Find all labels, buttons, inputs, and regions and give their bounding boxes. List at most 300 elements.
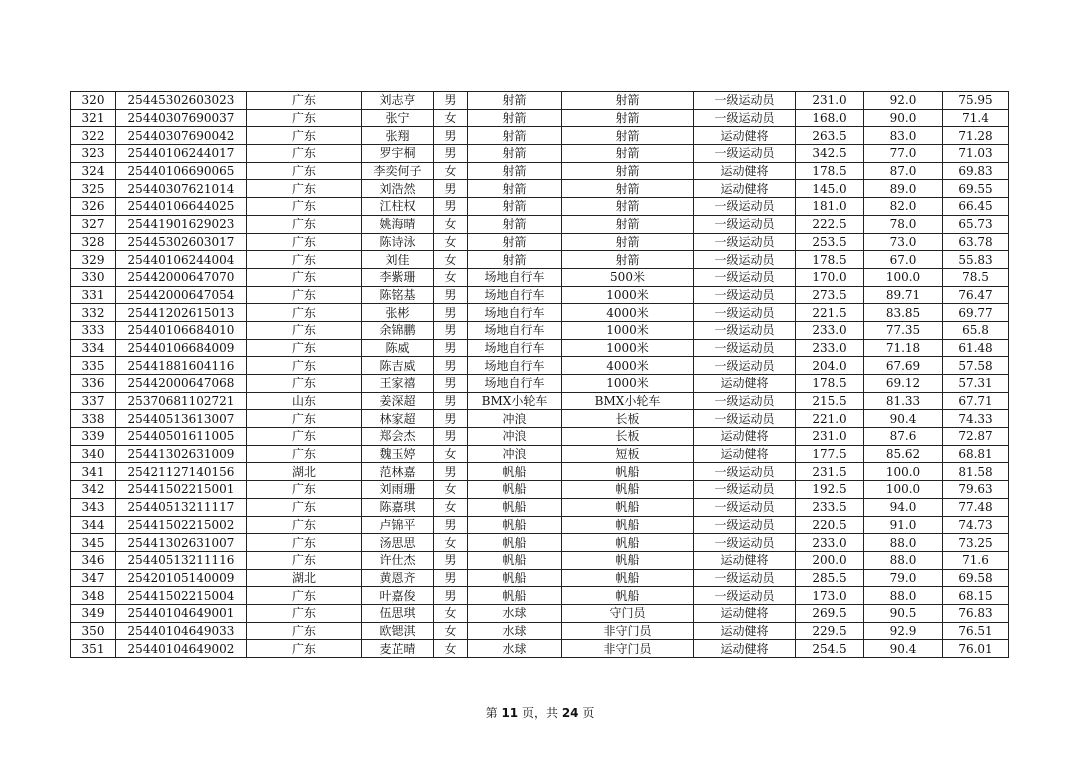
cell-event: 非守门员 <box>562 622 694 640</box>
cell-score-a: 233.5 <box>796 498 864 516</box>
cell-athlete-name: 陈威 <box>362 339 434 357</box>
cell-athlete-name: 姚海晴 <box>362 215 434 233</box>
cell-sport: 射箭 <box>468 215 562 233</box>
cell-row-number: 347 <box>71 569 116 587</box>
cell-row-number: 331 <box>71 286 116 304</box>
cell-gender: 女 <box>434 445 468 463</box>
table-body <box>71 92 1009 658</box>
cell-province: 湖北 <box>247 569 362 587</box>
cell-sport: 帆船 <box>468 516 562 534</box>
cell-sport: 射箭 <box>468 198 562 216</box>
cell-row-number: 336 <box>71 375 116 393</box>
cell-registration-id: 25441901629023 <box>116 215 247 233</box>
cell-level: 一级运动员 <box>694 92 796 110</box>
cell-event: 守门员 <box>562 604 694 622</box>
cell-province: 广东 <box>247 162 362 180</box>
cell-score-b: 88.0 <box>864 587 943 605</box>
cell-sport: BMX小轮车 <box>468 392 562 410</box>
cell-gender: 男 <box>434 516 468 534</box>
cell-total-score: 71.28 <box>943 127 1009 145</box>
cell-event: 射箭 <box>562 92 694 110</box>
cell-row-number: 325 <box>71 180 116 198</box>
cell-province: 广东 <box>247 92 362 110</box>
cell-level: 运动健将 <box>694 162 796 180</box>
cell-athlete-name: 卢锦平 <box>362 516 434 534</box>
cell-level: 一级运动员 <box>694 498 796 516</box>
cell-sport: 射箭 <box>468 180 562 198</box>
cell-score-a: 342.5 <box>796 145 864 163</box>
cell-score-b: 87.6 <box>864 428 943 446</box>
cell-row-number: 323 <box>71 145 116 163</box>
cell-score-a: 178.5 <box>796 162 864 180</box>
cell-score-a: 181.0 <box>796 198 864 216</box>
total-pages-number: 24 <box>561 706 579 720</box>
cell-gender: 男 <box>434 321 468 339</box>
cell-registration-id: 25420105140009 <box>116 569 247 587</box>
cell-row-number: 346 <box>71 551 116 569</box>
cell-level: 一级运动员 <box>694 516 796 534</box>
cell-gender: 男 <box>434 92 468 110</box>
cell-row-number: 334 <box>71 339 116 357</box>
cell-gender: 男 <box>434 569 468 587</box>
cell-event: 4000米 <box>562 357 694 375</box>
cell-score-a: 220.5 <box>796 516 864 534</box>
cell-province: 广东 <box>247 357 362 375</box>
cell-score-b: 67.0 <box>864 251 943 269</box>
cell-score-a: 269.5 <box>796 604 864 622</box>
table-row <box>71 233 1009 251</box>
cell-athlete-name: 余锦鹏 <box>362 321 434 339</box>
cell-gender: 男 <box>434 145 468 163</box>
cell-total-score: 71.6 <box>943 551 1009 569</box>
cell-event: 射箭 <box>562 180 694 198</box>
cell-level: 一级运动员 <box>694 198 796 216</box>
table-row <box>71 357 1009 375</box>
table-row <box>71 251 1009 269</box>
page-footer <box>0 704 1080 721</box>
cell-sport: 射箭 <box>468 251 562 269</box>
cell-registration-id: 25441302631007 <box>116 534 247 552</box>
table-row <box>71 551 1009 569</box>
cell-province: 广东 <box>247 304 362 322</box>
cell-score-a: 285.5 <box>796 569 864 587</box>
cell-event: 短板 <box>562 445 694 463</box>
footer-middle: 页，共 <box>521 706 558 720</box>
cell-score-b: 92.9 <box>864 622 943 640</box>
cell-gender: 男 <box>434 357 468 375</box>
athlete-table <box>70 91 1009 658</box>
footer-prefix: 第 <box>485 706 498 720</box>
cell-score-a: 233.0 <box>796 339 864 357</box>
cell-total-score: 71.03 <box>943 145 1009 163</box>
cell-row-number: 329 <box>71 251 116 269</box>
cell-registration-id: 25442000647068 <box>116 375 247 393</box>
cell-sport: 场地自行车 <box>468 375 562 393</box>
cell-row-number: 343 <box>71 498 116 516</box>
cell-registration-id: 25440307621014 <box>116 180 247 198</box>
cell-province: 广东 <box>247 339 362 357</box>
cell-province: 广东 <box>247 410 362 428</box>
cell-score-b: 90.4 <box>864 640 943 658</box>
cell-event: 射箭 <box>562 127 694 145</box>
cell-score-b: 92.0 <box>864 92 943 110</box>
cell-total-score: 76.51 <box>943 622 1009 640</box>
cell-athlete-name: 许仕杰 <box>362 551 434 569</box>
cell-registration-id: 25440106644025 <box>116 198 247 216</box>
cell-event: 1000米 <box>562 375 694 393</box>
cell-gender: 男 <box>434 180 468 198</box>
table-row <box>71 498 1009 516</box>
cell-gender: 女 <box>434 233 468 251</box>
cell-score-b: 78.0 <box>864 215 943 233</box>
cell-score-a: 231.0 <box>796 428 864 446</box>
table-row <box>71 127 1009 145</box>
cell-athlete-name: 李奕何子 <box>362 162 434 180</box>
cell-level: 一级运动员 <box>694 286 796 304</box>
cell-score-a: 192.5 <box>796 481 864 499</box>
cell-registration-id: 25440513211117 <box>116 498 247 516</box>
cell-province: 广东 <box>247 233 362 251</box>
table-row <box>71 587 1009 605</box>
cell-province: 广东 <box>247 481 362 499</box>
cell-score-b: 85.62 <box>864 445 943 463</box>
cell-gender: 男 <box>434 587 468 605</box>
cell-row-number: 326 <box>71 198 116 216</box>
cell-level: 运动健将 <box>694 375 796 393</box>
cell-score-a: 215.5 <box>796 392 864 410</box>
cell-event: BMX小轮车 <box>562 392 694 410</box>
cell-event: 帆船 <box>562 587 694 605</box>
cell-gender: 女 <box>434 268 468 286</box>
cell-level: 一级运动员 <box>694 215 796 233</box>
cell-score-a: 254.5 <box>796 640 864 658</box>
cell-event: 500米 <box>562 268 694 286</box>
cell-athlete-name: 黄恩齐 <box>362 569 434 587</box>
cell-province: 广东 <box>247 180 362 198</box>
cell-gender: 男 <box>434 551 468 569</box>
cell-level: 一级运动员 <box>694 481 796 499</box>
cell-province: 广东 <box>247 145 362 163</box>
cell-sport: 场地自行车 <box>468 339 562 357</box>
cell-total-score: 81.58 <box>943 463 1009 481</box>
cell-sport: 场地自行车 <box>468 357 562 375</box>
cell-gender: 女 <box>434 604 468 622</box>
cell-row-number: 337 <box>71 392 116 410</box>
cell-event: 帆船 <box>562 569 694 587</box>
cell-row-number: 344 <box>71 516 116 534</box>
cell-athlete-name: 伍思琪 <box>362 604 434 622</box>
table-row <box>71 321 1009 339</box>
cell-row-number: 339 <box>71 428 116 446</box>
cell-total-score: 68.81 <box>943 445 1009 463</box>
cell-sport: 帆船 <box>468 534 562 552</box>
cell-level: 一级运动员 <box>694 392 796 410</box>
cell-score-b: 82.0 <box>864 198 943 216</box>
cell-level: 一级运动员 <box>694 357 796 375</box>
cell-score-a: 173.0 <box>796 587 864 605</box>
cell-registration-id: 25440106684010 <box>116 321 247 339</box>
cell-score-a: 229.5 <box>796 622 864 640</box>
table-row <box>71 640 1009 658</box>
cell-event: 长板 <box>562 410 694 428</box>
cell-row-number: 327 <box>71 215 116 233</box>
cell-event: 射箭 <box>562 162 694 180</box>
cell-score-a: 231.5 <box>796 463 864 481</box>
cell-event: 帆船 <box>562 498 694 516</box>
cell-event: 帆船 <box>562 551 694 569</box>
cell-sport: 帆船 <box>468 587 562 605</box>
cell-total-score: 65.8 <box>943 321 1009 339</box>
cell-score-a: 168.0 <box>796 109 864 127</box>
cell-level: 一级运动员 <box>694 109 796 127</box>
table-row <box>71 375 1009 393</box>
cell-sport: 帆船 <box>468 498 562 516</box>
cell-athlete-name: 张宁 <box>362 109 434 127</box>
cell-registration-id: 25440513211116 <box>116 551 247 569</box>
cell-level: 运动健将 <box>694 180 796 198</box>
cell-score-b: 81.33 <box>864 392 943 410</box>
cell-gender: 男 <box>434 375 468 393</box>
cell-gender: 男 <box>434 127 468 145</box>
cell-athlete-name: 陈诗泳 <box>362 233 434 251</box>
cell-event: 长板 <box>562 428 694 446</box>
cell-registration-id: 25440513613007 <box>116 410 247 428</box>
cell-gender: 男 <box>434 428 468 446</box>
cell-score-b: 77.35 <box>864 321 943 339</box>
cell-athlete-name: 汤思思 <box>362 534 434 552</box>
cell-athlete-name: 陈嘉琪 <box>362 498 434 516</box>
cell-row-number: 348 <box>71 587 116 605</box>
cell-province: 广东 <box>247 445 362 463</box>
cell-sport: 水球 <box>468 604 562 622</box>
cell-score-a: 170.0 <box>796 268 864 286</box>
cell-sport: 水球 <box>468 622 562 640</box>
cell-total-score: 69.58 <box>943 569 1009 587</box>
cell-row-number: 340 <box>71 445 116 463</box>
cell-event: 射箭 <box>562 233 694 251</box>
cell-registration-id: 25441502215001 <box>116 481 247 499</box>
cell-total-score: 63.78 <box>943 233 1009 251</box>
cell-total-score: 76.83 <box>943 604 1009 622</box>
cell-score-a: 253.5 <box>796 233 864 251</box>
cell-level: 一级运动员 <box>694 251 796 269</box>
cell-sport: 场地自行车 <box>468 268 562 286</box>
cell-province: 广东 <box>247 587 362 605</box>
cell-row-number: 345 <box>71 534 116 552</box>
cell-score-b: 88.0 <box>864 551 943 569</box>
cell-level: 一级运动员 <box>694 587 796 605</box>
cell-score-b: 79.0 <box>864 569 943 587</box>
cell-total-score: 67.71 <box>943 392 1009 410</box>
cell-level: 一级运动员 <box>694 268 796 286</box>
cell-sport: 冲浪 <box>468 428 562 446</box>
table-row <box>71 604 1009 622</box>
cell-event: 1000米 <box>562 286 694 304</box>
cell-registration-id: 25440106684009 <box>116 339 247 357</box>
table-row <box>71 286 1009 304</box>
cell-sport: 场地自行车 <box>468 321 562 339</box>
cell-total-score: 71.4 <box>943 109 1009 127</box>
cell-level: 运动健将 <box>694 622 796 640</box>
cell-total-score: 73.25 <box>943 534 1009 552</box>
table-row <box>71 445 1009 463</box>
cell-level: 一级运动员 <box>694 321 796 339</box>
cell-total-score: 79.63 <box>943 481 1009 499</box>
cell-sport: 帆船 <box>468 481 562 499</box>
cell-total-score: 72.87 <box>943 428 1009 446</box>
cell-score-a: 273.5 <box>796 286 864 304</box>
cell-province: 广东 <box>247 321 362 339</box>
cell-score-b: 90.4 <box>864 410 943 428</box>
cell-sport: 帆船 <box>468 463 562 481</box>
cell-event: 射箭 <box>562 145 694 163</box>
cell-gender: 男 <box>434 392 468 410</box>
cell-athlete-name: 张彬 <box>362 304 434 322</box>
cell-province: 广东 <box>247 375 362 393</box>
cell-registration-id: 25441502215002 <box>116 516 247 534</box>
cell-total-score: 75.95 <box>943 92 1009 110</box>
cell-score-b: 77.0 <box>864 145 943 163</box>
cell-gender: 女 <box>434 622 468 640</box>
cell-level: 运动健将 <box>694 551 796 569</box>
table-row <box>71 339 1009 357</box>
cell-province: 广东 <box>247 604 362 622</box>
cell-level: 一级运动员 <box>694 463 796 481</box>
cell-row-number: 322 <box>71 127 116 145</box>
cell-level: 运动健将 <box>694 445 796 463</box>
cell-sport: 射箭 <box>468 233 562 251</box>
cell-registration-id: 25441881604116 <box>116 357 247 375</box>
cell-row-number: 321 <box>71 109 116 127</box>
cell-score-a: 204.0 <box>796 357 864 375</box>
cell-total-score: 69.83 <box>943 162 1009 180</box>
cell-score-a: 178.5 <box>796 251 864 269</box>
cell-score-a: 233.0 <box>796 534 864 552</box>
cell-registration-id: 25440307690037 <box>116 109 247 127</box>
cell-score-a: 177.5 <box>796 445 864 463</box>
cell-registration-id: 25440104649002 <box>116 640 247 658</box>
cell-score-b: 83.0 <box>864 127 943 145</box>
cell-gender: 女 <box>434 498 468 516</box>
cell-score-a: 222.5 <box>796 215 864 233</box>
cell-score-b: 100.0 <box>864 268 943 286</box>
cell-gender: 女 <box>434 215 468 233</box>
cell-athlete-name: 刘浩然 <box>362 180 434 198</box>
cell-province: 广东 <box>247 534 362 552</box>
table-row <box>71 481 1009 499</box>
cell-gender: 女 <box>434 481 468 499</box>
cell-row-number: 328 <box>71 233 116 251</box>
cell-athlete-name: 魏玉婷 <box>362 445 434 463</box>
cell-province: 湖北 <box>247 463 362 481</box>
cell-sport: 帆船 <box>468 569 562 587</box>
cell-registration-id: 25442000647054 <box>116 286 247 304</box>
cell-row-number: 341 <box>71 463 116 481</box>
cell-row-number: 320 <box>71 92 116 110</box>
cell-gender: 女 <box>434 640 468 658</box>
cell-athlete-name: 江柱权 <box>362 198 434 216</box>
cell-event: 射箭 <box>562 215 694 233</box>
cell-sport: 射箭 <box>468 162 562 180</box>
cell-province: 广东 <box>247 215 362 233</box>
table-row <box>71 463 1009 481</box>
table-row <box>71 268 1009 286</box>
cell-province: 广东 <box>247 498 362 516</box>
table-row <box>71 92 1009 110</box>
table-row <box>71 304 1009 322</box>
cell-total-score: 68.15 <box>943 587 1009 605</box>
table-row <box>71 410 1009 428</box>
cell-event: 4000米 <box>562 304 694 322</box>
cell-registration-id: 25441202615013 <box>116 304 247 322</box>
cell-sport: 帆船 <box>468 551 562 569</box>
cell-province: 广东 <box>247 251 362 269</box>
cell-score-b: 88.0 <box>864 534 943 552</box>
cell-row-number: 349 <box>71 604 116 622</box>
cell-level: 运动健将 <box>694 604 796 622</box>
table-row <box>71 109 1009 127</box>
cell-registration-id: 25441302631009 <box>116 445 247 463</box>
cell-score-b: 90.0 <box>864 109 943 127</box>
cell-level: 运动健将 <box>694 640 796 658</box>
cell-province: 广东 <box>247 516 362 534</box>
cell-athlete-name: 张翔 <box>362 127 434 145</box>
cell-score-b: 83.85 <box>864 304 943 322</box>
cell-gender: 男 <box>434 339 468 357</box>
cell-total-score: 69.77 <box>943 304 1009 322</box>
cell-level: 运动健将 <box>694 127 796 145</box>
cell-level: 运动健将 <box>694 428 796 446</box>
cell-score-a: 233.0 <box>796 321 864 339</box>
cell-row-number: 324 <box>71 162 116 180</box>
table-row <box>71 622 1009 640</box>
cell-total-score: 78.5 <box>943 268 1009 286</box>
cell-row-number: 351 <box>71 640 116 658</box>
cell-score-b: 69.12 <box>864 375 943 393</box>
cell-sport: 水球 <box>468 640 562 658</box>
cell-sport: 场地自行车 <box>468 304 562 322</box>
cell-gender: 女 <box>434 534 468 552</box>
cell-total-score: 74.33 <box>943 410 1009 428</box>
table-row <box>71 162 1009 180</box>
cell-athlete-name: 叶嘉俊 <box>362 587 434 605</box>
cell-row-number: 330 <box>71 268 116 286</box>
cell-province: 广东 <box>247 551 362 569</box>
cell-athlete-name: 姜深超 <box>362 392 434 410</box>
cell-registration-id: 25440106690065 <box>116 162 247 180</box>
cell-event: 1000米 <box>562 339 694 357</box>
cell-score-b: 73.0 <box>864 233 943 251</box>
table-row <box>71 569 1009 587</box>
cell-total-score: 65.73 <box>943 215 1009 233</box>
table-row <box>71 145 1009 163</box>
current-page-number: 11 <box>501 706 519 720</box>
cell-athlete-name: 刘佳 <box>362 251 434 269</box>
cell-registration-id: 25440307690042 <box>116 127 247 145</box>
cell-row-number: 333 <box>71 321 116 339</box>
table-row <box>71 428 1009 446</box>
cell-total-score: 66.45 <box>943 198 1009 216</box>
cell-event: 帆船 <box>562 481 694 499</box>
cell-registration-id: 25421127140156 <box>116 463 247 481</box>
cell-registration-id: 25440104649033 <box>116 622 247 640</box>
cell-athlete-name: 李紫珊 <box>362 268 434 286</box>
cell-score-a: 221.5 <box>796 304 864 322</box>
cell-score-b: 71.18 <box>864 339 943 357</box>
cell-province: 广东 <box>247 268 362 286</box>
cell-athlete-name: 郑会杰 <box>362 428 434 446</box>
cell-province: 广东 <box>247 198 362 216</box>
